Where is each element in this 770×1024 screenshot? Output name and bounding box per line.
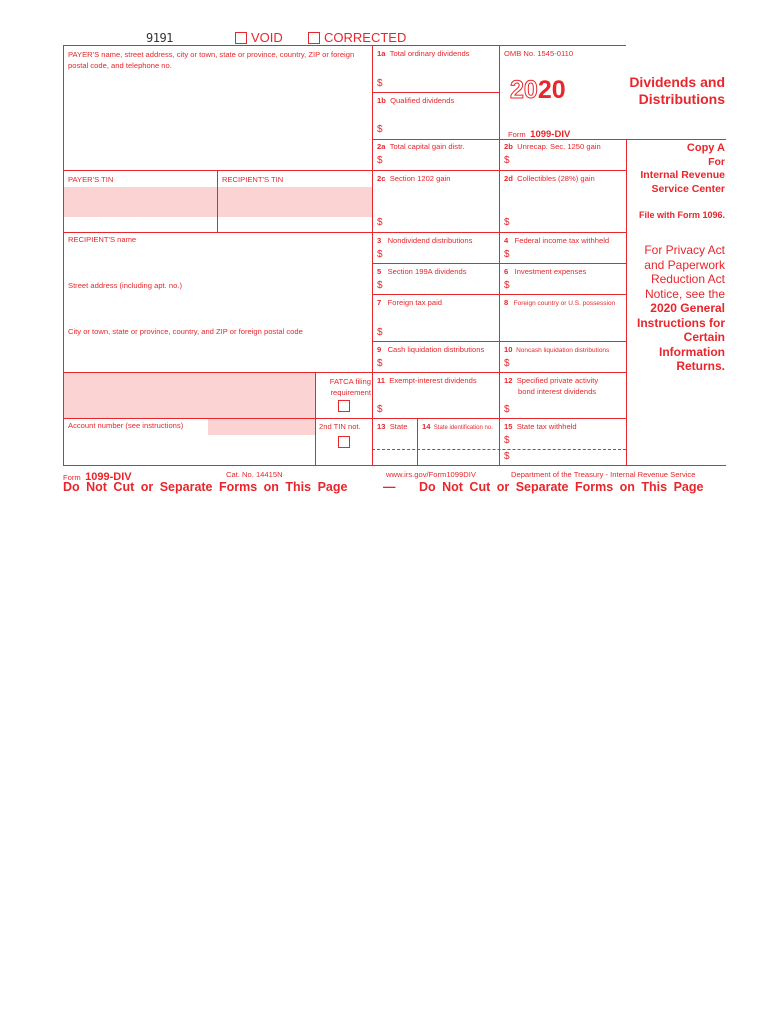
box-15-field-1[interactable] bbox=[514, 434, 624, 448]
box-5-field[interactable] bbox=[387, 278, 497, 293]
box-12-field[interactable] bbox=[514, 400, 624, 417]
privacy-notice: For Privacy Act and Paperwork Reduction Act Notice, see the 2020 General Instructions for Certain Information Returns. bbox=[636, 243, 725, 373]
box-1b-field[interactable] bbox=[387, 120, 497, 138]
box-4-field[interactable] bbox=[514, 247, 624, 262]
box-2d-label: 2d Collectibles (28%) gain bbox=[504, 174, 595, 183]
box-2b-field[interactable] bbox=[514, 153, 624, 169]
box-14-label: 14 State identification no. bbox=[422, 422, 493, 431]
box-1b-dollar: $ bbox=[377, 124, 383, 135]
payer-name-field[interactable] bbox=[64, 74, 372, 170]
do-not-cut-left: Do Not Cut or Separate Forms on This Page bbox=[63, 480, 348, 494]
box-8-label: 8 Foreign country or U.S. possession bbox=[504, 298, 616, 307]
fatca-label: FATCA filing requirement bbox=[329, 377, 371, 397]
account-number-label: Account number (see instructions) bbox=[68, 421, 184, 430]
city-label: City or town, state or province, country, and ZIP or foreign postal code bbox=[68, 327, 303, 336]
tax-year: 2020 bbox=[510, 76, 566, 104]
box-1a-label: 1a Total ordinary dividends bbox=[377, 49, 470, 58]
box-1a-dollar: $ bbox=[377, 78, 383, 89]
second-tin-label: 2nd TIN not. bbox=[319, 422, 361, 431]
do-not-cut-right: Do Not Cut or Separate Forms on This Page bbox=[419, 480, 704, 494]
city-field[interactable] bbox=[64, 338, 372, 371]
box-2c-label: 2c Section 1202 gain bbox=[377, 174, 451, 183]
box-10-field[interactable] bbox=[514, 356, 624, 371]
box-10-dollar: $ bbox=[504, 358, 510, 369]
box-7-field[interactable] bbox=[387, 324, 497, 340]
omb-form-name: Form 1099-DIV bbox=[508, 129, 571, 140]
box-7-label: 7 Foreign tax paid bbox=[377, 298, 443, 307]
box-6-label: 6 Investment expenses bbox=[504, 267, 587, 276]
box-9-dollar: $ bbox=[377, 358, 383, 369]
payer-name-label: PAYER'S name, street address, city or town, state or province, country, ZIP or foreign postal code, and telephone no. bbox=[68, 50, 355, 70]
box-2a-dollar: $ bbox=[377, 155, 383, 166]
box-2a-field[interactable] bbox=[387, 153, 497, 169]
copy-a-block: Copy A For Internal Revenue Service Center bbox=[640, 142, 725, 195]
box-2d-dollar: $ bbox=[504, 217, 510, 228]
form-code: 9191 bbox=[146, 31, 173, 45]
box-2c-dollar: $ bbox=[377, 217, 383, 228]
box-6-field[interactable] bbox=[514, 278, 624, 293]
box-15-dollar-2: $ bbox=[504, 451, 510, 462]
street-address-label: Street address (including apt. no.) bbox=[68, 281, 182, 290]
box-2b-label: 2b Unrecap. Sec. 1250 gain bbox=[504, 142, 601, 151]
fatca-checkbox[interactable] bbox=[338, 400, 350, 412]
box-7-dollar: $ bbox=[377, 327, 383, 338]
recipient-tin-label: RECIPIENT'S TIN bbox=[222, 175, 284, 184]
box-1a-field[interactable] bbox=[387, 74, 497, 92]
box-2c-field[interactable] bbox=[387, 214, 497, 231]
box-5-dollar: $ bbox=[377, 280, 383, 291]
box-13-field-1[interactable] bbox=[374, 434, 416, 448]
payer-tin-field[interactable] bbox=[64, 187, 217, 217]
recipient-name-field[interactable] bbox=[64, 246, 372, 276]
recipient-tin-field[interactable] bbox=[218, 187, 372, 217]
footer-form-name: Form 1099-DIV bbox=[63, 471, 132, 483]
second-tin-checkbox[interactable] bbox=[338, 436, 350, 448]
box-12-label: 12 Specified private activity bond interest dividends bbox=[504, 376, 599, 396]
box-11-field[interactable] bbox=[387, 400, 497, 417]
box-2a-label: 2a Total capital gain distr. bbox=[377, 142, 465, 151]
box-2b-dollar: $ bbox=[504, 155, 510, 166]
recipient-name-label: RECIPIENT'S name bbox=[68, 235, 137, 244]
box-1b-label: 1b Qualified dividends bbox=[377, 96, 455, 105]
box-3-dollar: $ bbox=[377, 249, 383, 260]
box-9-label: 9 Cash liquidation distributions bbox=[377, 345, 485, 354]
corrected-label: CORRECTED bbox=[324, 30, 407, 45]
box-2d-field[interactable] bbox=[514, 214, 624, 231]
box-3-label: 3 Nondividend distributions bbox=[377, 236, 473, 245]
do-not-cut-dash: — bbox=[383, 480, 396, 494]
box-11-label: 11 Exempt-interest dividends bbox=[377, 376, 477, 385]
box-13-field-2[interactable] bbox=[374, 450, 416, 464]
omb-number: OMB No. 1545-0110 bbox=[504, 49, 574, 58]
box-6-dollar: $ bbox=[504, 280, 510, 291]
box-4-label: 4 Federal income tax withheld bbox=[504, 236, 610, 245]
box-11-dollar: $ bbox=[377, 404, 383, 415]
box-12-dollar: $ bbox=[504, 404, 510, 415]
file-with-1096: File with Form 1096. bbox=[638, 210, 725, 220]
corrected-checkbox[interactable] bbox=[308, 32, 320, 44]
street-address-field[interactable] bbox=[64, 292, 372, 322]
box-10-label: 10 Noncash liquidation distributions bbox=[504, 345, 610, 354]
box-4-dollar: $ bbox=[504, 249, 510, 260]
void-label: VOID bbox=[251, 30, 283, 45]
footer-url: www.irs.gov/Form1099DIV bbox=[386, 470, 476, 479]
box-13-label: 13 State bbox=[377, 422, 408, 431]
box-15-field-2[interactable] bbox=[514, 450, 624, 464]
box-15-dollar-1: $ bbox=[504, 435, 510, 446]
box-8-field[interactable] bbox=[504, 310, 624, 340]
box-14-field-1[interactable] bbox=[419, 434, 498, 448]
box-9-field[interactable] bbox=[387, 356, 497, 371]
box-14-field-2[interactable] bbox=[419, 450, 498, 464]
account-number-field[interactable] bbox=[208, 419, 315, 435]
payer-tin-label: PAYER'S TIN bbox=[68, 175, 114, 184]
form-title: Dividends and Distributions bbox=[629, 74, 725, 107]
footer-cat-no: Cat. No. 14415N bbox=[226, 470, 283, 479]
void-checkbox[interactable] bbox=[235, 32, 247, 44]
box-15-label: 15 State tax withheld bbox=[504, 422, 577, 431]
box-5-label: 5 Section 199A dividends bbox=[377, 267, 467, 276]
box-3-field[interactable] bbox=[387, 247, 497, 262]
recipient-pink-area bbox=[64, 373, 315, 418]
footer-department: Department of the Treasury - Internal Revenue Service bbox=[511, 470, 696, 479]
